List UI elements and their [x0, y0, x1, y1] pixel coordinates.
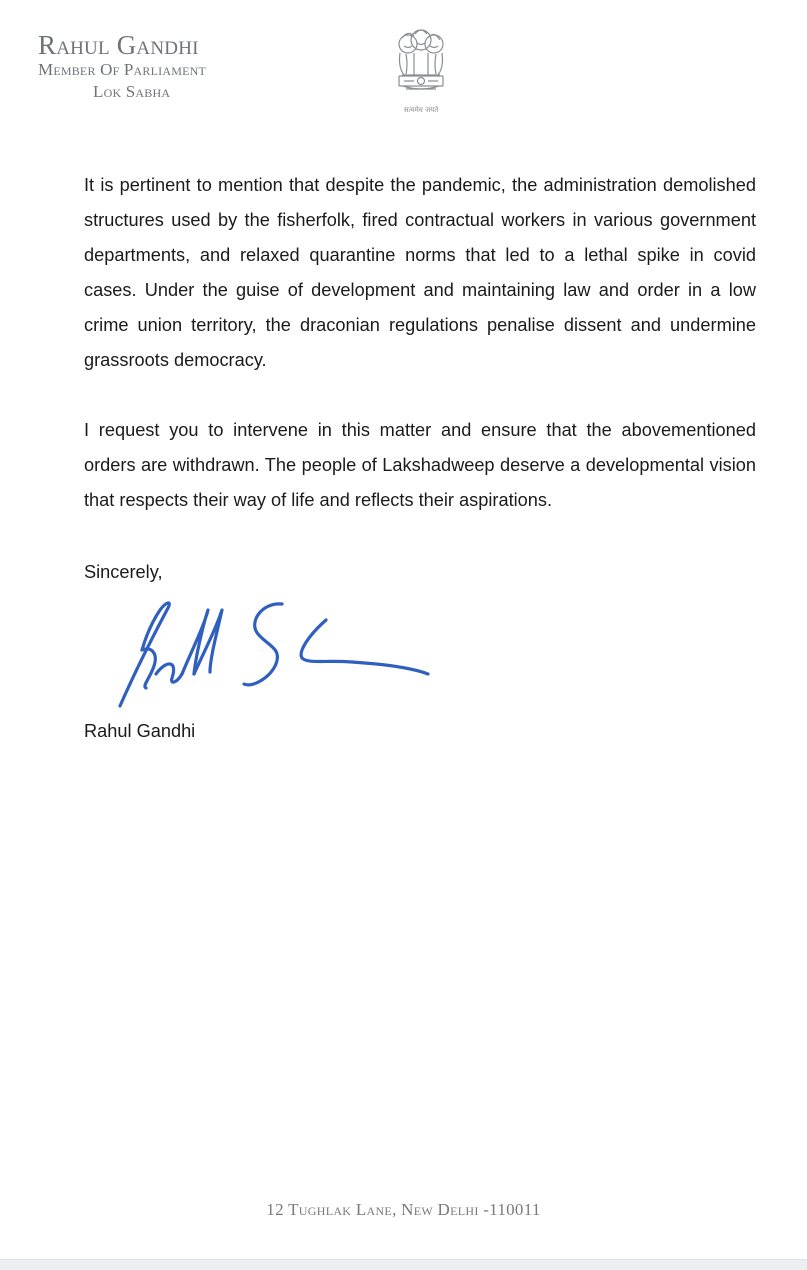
letterhead-title: Member Of Parliament	[38, 60, 207, 79]
body-paragraph-1: It is pertinent to mention that despite the pandemic, the administration demolished structures used by the fisherfolk, fired contractual workers in various government departments, and relaxed quarantine norms that led to a lethal spike in covid cases. Under the guise of development and maintaining law and order in a low crime union territory, the draconian regulations penalise dissent and undermine grassroots democracy.	[84, 175, 756, 370]
closing-salutation: Sincerely,	[84, 562, 163, 582]
signer-name: Rahul Gandhi	[84, 721, 196, 741]
page-bottom-edge	[0, 1259, 807, 1270]
letter-body	[84, 168, 756, 553]
handwritten-signature	[112, 588, 442, 713]
national-emblem-icon	[388, 26, 454, 118]
footer-address: 12 Tughlak Lane, New Delhi -110011	[266, 1200, 541, 1219]
svg-text:सत्यमेव जयते: सत्यमेव जयते	[403, 106, 439, 114]
letterhead	[38, 30, 248, 104]
letterhead-name: Rahul Gandhi	[38, 30, 199, 60]
letterhead-house: Lok Sabha	[93, 82, 171, 101]
body-paragraph-2: I request you to intervene in this matter and ensure that the abovementioned orders are withdrawn. The people of Lakshadweep deserve a developmental vision that respects their way of life and reflects their aspirations.	[84, 420, 756, 510]
